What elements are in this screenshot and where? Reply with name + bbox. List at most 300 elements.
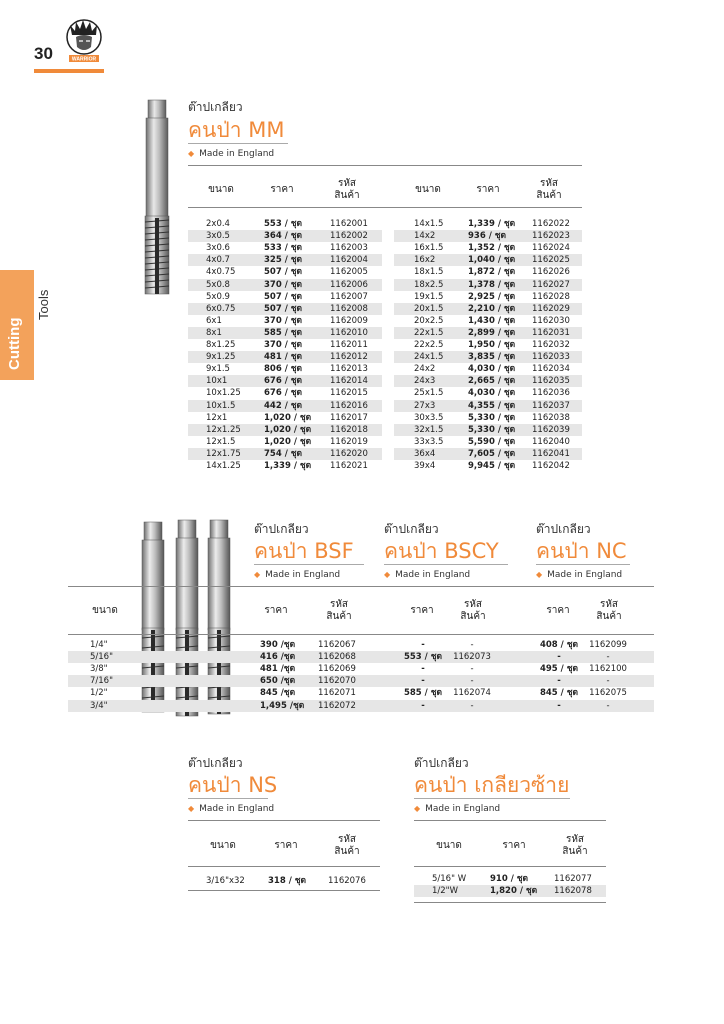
code-header-line2: สินค้า (562, 846, 588, 857)
size-cell: 1/4" (90, 640, 108, 650)
price-cell: 936 / ชุด (468, 231, 507, 242)
size-cell: 12x1.75 (206, 448, 241, 459)
size-cell: 1/2" (90, 688, 108, 699)
bsf-price-cell: 650 /ชุด (260, 676, 296, 687)
table-row (68, 663, 654, 675)
bsf-code-cell: 1162067 (318, 640, 356, 650)
code-cell: 1162035 (532, 376, 570, 387)
code-cell: 1162031 (532, 327, 570, 338)
bsf-label: ต๊าปเกลียว (254, 522, 309, 536)
table-row (394, 218, 582, 230)
bsf-col-price: ราคา (264, 605, 288, 616)
table-row (394, 315, 582, 327)
price-cell: 481 / ชุด (264, 352, 303, 363)
ns-header-bottom-line (188, 866, 380, 867)
code-cell: 1162014 (330, 376, 368, 387)
table-row (188, 375, 382, 387)
table-row (188, 424, 382, 436)
diamond-icon: ◆ (188, 804, 195, 813)
table-row (394, 412, 582, 424)
code-cell: 1162001 (330, 219, 368, 229)
bsf-price-cell: 1,495 /ชุด (260, 700, 305, 711)
size-cell: 14x1.5 (414, 219, 444, 229)
table-row (394, 339, 582, 351)
brand-name: WARRIOR (71, 56, 97, 63)
mm-col-code-left (322, 178, 372, 202)
size-cell: 3/4" (90, 700, 108, 711)
bscy-code-cell: - (470, 640, 474, 650)
code-cell: 1162009 (330, 315, 368, 326)
bsf-made-text: Made in England (265, 570, 341, 580)
code-cell: 1162005 (330, 267, 368, 278)
price-cell: 533 / ชุด (264, 243, 303, 254)
price-cell: 1,950 / ชุด (468, 340, 516, 350)
mm-col-size-left: ขนาด (208, 184, 234, 195)
price-cell: 1,378 / ชุด (468, 279, 516, 290)
nc-col-code (584, 599, 634, 623)
price-cell: 370 / ชุด (264, 315, 303, 326)
price-cell: 1,430 / ชุด (468, 315, 516, 326)
price-cell: 2,665 / ชุด (468, 376, 516, 387)
table-row (394, 242, 582, 254)
table-row (188, 387, 382, 399)
price-cell: 1,020 / ชุด (264, 412, 312, 423)
size-cell: 16x2 (414, 255, 436, 266)
page-number: 30 (34, 44, 53, 63)
price-cell: 364 / ชุด (264, 231, 303, 242)
table-row (414, 873, 606, 885)
mm-made-text: Made in England (199, 149, 275, 159)
code-cell: 1162016 (330, 400, 368, 411)
table-row (394, 266, 582, 278)
code-cell: 1162034 (532, 364, 570, 375)
mm-title: คนป่า MM (188, 118, 285, 142)
bsf-title: คนป่า BSF (254, 539, 354, 563)
price-cell: 676 / ชุด (264, 388, 303, 399)
price-cell: 754 / ชุด (264, 448, 303, 459)
code-header-line2: สินค้า (334, 846, 360, 857)
bscy-col-code (448, 599, 498, 623)
price-cell: 325 / ชุด (264, 255, 303, 266)
price-cell: 4,355 / ชุด (468, 400, 516, 411)
code-cell: 1162040 (532, 436, 570, 447)
table-row (68, 675, 654, 687)
code-header-line1: รหัส (329, 599, 349, 610)
nc-code-cell: 1162100 (589, 664, 627, 675)
price-cell: 3,835 / ชุด (468, 352, 516, 363)
size-cell: 5x0.9 (206, 291, 230, 302)
table-row (188, 448, 382, 460)
size-cell: 32x1.5 (414, 424, 444, 435)
left-thread-col-code (550, 834, 600, 858)
ns-made-in (188, 804, 274, 814)
size-cell: 22x1.5 (414, 327, 444, 338)
mm-col-code-right (524, 178, 574, 202)
table-row (188, 339, 382, 351)
table-row (188, 266, 382, 278)
warrior-logo (60, 17, 108, 65)
code-cell: 1162038 (532, 412, 570, 423)
price-cell: 370 / ชุด (264, 279, 303, 290)
code-cell: 1162024 (532, 243, 570, 254)
size-cell: 39x4 (414, 461, 436, 471)
bscy-col-price: ราคา (410, 605, 434, 616)
mm-title-rule (188, 143, 288, 144)
code-cell: 1162021 (330, 461, 368, 471)
price-cell: 676 / ชุด (264, 376, 303, 387)
code-cell: 1162041 (532, 448, 570, 459)
code-header-line2: สินค้า (596, 611, 622, 622)
price-cell: 910 / ชุด (490, 874, 529, 884)
code-cell: 1162007 (330, 291, 368, 302)
size-cell: 18x2.5 (414, 279, 444, 290)
size-cell: 12x1.5 (206, 436, 236, 447)
bscy-price-cell: - (421, 700, 425, 711)
bscy-title: คนป่า BSCY (384, 539, 499, 563)
table-row (188, 254, 382, 266)
size-cell: 4x0.75 (206, 267, 236, 278)
size-cell: 3x0.5 (206, 231, 230, 242)
price-cell: 2,210 / ชุด (468, 303, 516, 314)
size-cell: 16x1.5 (414, 243, 444, 254)
bscy-code-cell: - (470, 664, 474, 675)
price-cell: 1,020 / ชุด (264, 424, 312, 435)
ns-col-code (322, 834, 372, 858)
ns-table-top-line (188, 820, 380, 821)
code-cell: 1162032 (532, 340, 570, 350)
code-header-line1: รหัส (337, 178, 357, 189)
price-cell: 1,020 / ชุด (264, 436, 312, 447)
price-cell: 1,872 / ชุด (468, 267, 516, 278)
price-cell: 9,945 / ชุด (468, 461, 516, 471)
code-header-line2: สินค้า (536, 190, 562, 201)
ns-title: คนป่า NS (188, 773, 278, 797)
price-cell: 7,605 / ชุด (468, 448, 516, 459)
bsf-title-rule (254, 564, 364, 565)
code-cell: 1162018 (330, 424, 368, 435)
table-row (394, 448, 582, 460)
table-row (394, 375, 582, 387)
price-cell: 1,820 / ชุด (490, 886, 538, 897)
table-row (188, 218, 382, 230)
code-cell: 1162022 (532, 219, 570, 229)
nc-price-cell: 408 / ชุด (539, 640, 579, 650)
price-cell: 507 / ชุด (264, 267, 303, 278)
table-row (188, 242, 382, 254)
table-row (188, 460, 382, 472)
price-cell: 553 / ชุด (264, 219, 303, 229)
price-cell: 318 / ชุด (268, 876, 307, 886)
ns-col-price: ราคา (274, 840, 298, 851)
size-cell: 6x1 (206, 315, 222, 326)
price-cell: 370 / ชุด (264, 340, 303, 350)
size-cell: 5/16" (90, 652, 113, 663)
price-cell: 585 / ชุด (264, 327, 303, 338)
size-cell: 22x2.5 (414, 340, 444, 350)
left-thread-col-size: ขนาด (436, 840, 462, 851)
table-row (394, 303, 582, 315)
table-row (188, 291, 382, 303)
mm-col-price-left: ราคา (270, 184, 294, 195)
nc-title-rule (536, 564, 630, 565)
price-cell: 507 / ชุด (264, 303, 303, 314)
table-row (188, 303, 382, 315)
ns-made-text: Made in England (199, 804, 275, 814)
nc-price-cell: 845 / ชุด (539, 688, 579, 699)
category-side-tab (0, 270, 34, 380)
bscy-title-rule (384, 564, 508, 565)
diamond-icon: ◆ (188, 149, 195, 158)
bsf-col-code (314, 599, 364, 623)
imperial-col-size: ขนาด (92, 605, 118, 616)
code-header-line1: รหัส (337, 834, 357, 845)
code-cell: 1162078 (554, 886, 592, 897)
bsf-price-cell: 845 /ชุด (260, 688, 296, 699)
code-cell: 1162015 (330, 388, 368, 399)
code-header-line2: สินค้า (460, 611, 486, 622)
size-cell: 3x0.6 (206, 243, 230, 254)
left-thread-title-rule (414, 798, 570, 799)
nc-price-cell: - (557, 676, 561, 687)
table-row (188, 351, 382, 363)
ns-table-bottom-line (188, 890, 380, 891)
mm-made-in (188, 149, 274, 159)
code-cell: 1162006 (330, 279, 368, 290)
imperial-table-top-line (68, 586, 654, 587)
code-cell: 1162012 (330, 352, 368, 363)
price-cell: 1,352 / ชุด (468, 243, 516, 254)
size-cell: 14x1.25 (206, 461, 241, 471)
bscy-made-text: Made in England (395, 570, 471, 580)
size-cell: 10x1.25 (206, 388, 241, 399)
code-cell: 1162036 (532, 388, 570, 399)
table-row (394, 400, 582, 412)
size-cell: 7/16" (90, 676, 113, 687)
bscy-code-cell: 1162074 (453, 688, 491, 699)
table-row (188, 400, 382, 412)
size-cell: 24x3 (414, 376, 436, 387)
nc-title: คนป่า NC (536, 539, 627, 563)
table-row (394, 363, 582, 375)
code-cell: 1162042 (532, 461, 570, 471)
code-cell: 1162008 (330, 303, 368, 314)
price-cell: 2,925 / ชุด (468, 291, 516, 302)
size-cell: 3/8" (90, 664, 108, 675)
size-cell: 10x1 (206, 376, 228, 387)
code-header-line2: สินค้า (334, 190, 360, 201)
bsf-code-cell: 1162069 (318, 664, 356, 675)
code-cell: 1162030 (532, 315, 570, 326)
price-cell: 5,330 / ชุด (468, 412, 516, 423)
size-cell: 2x0.4 (206, 219, 230, 229)
code-cell: 1162028 (532, 291, 570, 302)
table-row (394, 387, 582, 399)
table-row (414, 885, 606, 897)
price-cell: 5,590 / ชุด (468, 436, 516, 447)
price-cell: 4,030 / ชุด (468, 364, 516, 375)
nc-code-cell: - (606, 676, 610, 687)
imperial-header-bottom-line (68, 634, 654, 635)
table-row (394, 291, 582, 303)
size-cell: 5x0.8 (206, 279, 230, 290)
size-cell: 6x0.75 (206, 303, 236, 314)
nc-code-cell: - (606, 652, 610, 663)
header-accent-bar (34, 69, 104, 73)
bscy-code-cell: 1162073 (453, 652, 491, 663)
bsf-code-cell: 1162071 (318, 688, 356, 699)
left-thread-made-in (414, 804, 500, 814)
nc-code-cell: 1162075 (589, 688, 627, 699)
left-thread-label: ต๊าปเกลียว (414, 756, 469, 770)
size-cell: 1/2"W (432, 886, 458, 897)
mm-header-bottom-line (188, 207, 582, 208)
diamond-icon: ◆ (254, 570, 261, 579)
code-cell: 1162020 (330, 448, 368, 459)
bscy-made-in (384, 570, 470, 580)
price-cell: 442 / ชุด (264, 400, 303, 411)
table-row (188, 315, 382, 327)
table-row (188, 436, 382, 448)
code-cell: 1162029 (532, 303, 570, 314)
code-cell: 1162011 (330, 340, 368, 350)
bsf-price-cell: 481 /ชุด (260, 664, 296, 675)
size-cell: 24x1.5 (414, 352, 444, 363)
price-cell: 4,030 / ชุด (468, 388, 516, 399)
diamond-icon: ◆ (384, 570, 391, 579)
table-row (394, 254, 582, 266)
diamond-icon: ◆ (414, 804, 421, 813)
ns-title-rule (188, 798, 268, 799)
table-row (68, 639, 654, 651)
left-thread-made-text: Made in England (425, 804, 501, 814)
table-row (188, 230, 382, 242)
nc-made-in (536, 570, 622, 580)
bscy-label: ต๊าปเกลียว (384, 522, 439, 536)
size-cell: 27x3 (414, 400, 436, 411)
table-row (394, 351, 582, 363)
size-cell: 30x3.5 (414, 412, 444, 423)
bsf-code-cell: 1162070 (318, 676, 356, 687)
nc-code-cell: - (606, 700, 610, 711)
size-cell: 36x4 (414, 448, 436, 459)
nc-label: ต๊าปเกลียว (536, 522, 591, 536)
left-thread-title: คนป่า เกลียวซ้าย (414, 773, 570, 797)
left-thread-col-price: ราคา (502, 840, 526, 851)
code-cell: 1162026 (532, 267, 570, 278)
table-row (394, 230, 582, 242)
size-cell: 5/16" W (432, 874, 467, 884)
side-tab-secondary: Tools (36, 289, 51, 320)
size-cell: 20x2.5 (414, 315, 444, 326)
table-row (188, 412, 382, 424)
code-cell: 1162023 (532, 231, 570, 242)
code-cell: 1162037 (532, 400, 570, 411)
size-cell: 4x0.7 (206, 255, 230, 266)
mm-table-top-line (188, 165, 582, 166)
size-cell: 14x2 (414, 231, 436, 242)
code-header-line1: รหัส (565, 834, 585, 845)
table-row (394, 424, 582, 436)
code-header-line1: รหัส (599, 599, 619, 610)
code-cell: 1162002 (330, 231, 368, 242)
nc-price-cell: - (557, 700, 561, 711)
mm-col-price-right: ราคา (476, 184, 500, 195)
size-cell: 18x1.5 (414, 267, 444, 278)
size-cell: 25x1.5 (414, 388, 444, 399)
nc-code-cell: 1162099 (589, 640, 627, 650)
code-cell: 1162017 (330, 412, 368, 423)
nc-col-price: ราคา (546, 605, 570, 616)
side-tab-primary: Cutting (6, 317, 23, 370)
price-cell: 806 / ชุด (264, 364, 303, 375)
code-cell: 1162027 (532, 279, 570, 290)
table-row (394, 327, 582, 339)
size-cell: 10x1.5 (206, 400, 236, 411)
table-row (188, 875, 380, 887)
code-cell: 1162003 (330, 243, 368, 254)
nc-price-cell: - (557, 652, 561, 663)
price-cell: 1,339 / ชุด (264, 461, 312, 471)
price-cell: 2,899 / ชุด (468, 327, 516, 338)
code-header-line2: สินค้า (326, 611, 352, 622)
bsf-code-cell: 1162068 (318, 652, 356, 663)
table-row (188, 363, 382, 375)
table-row (68, 651, 654, 663)
nc-price-cell: 495 / ชุด (539, 664, 579, 675)
bscy-price-cell: - (421, 676, 425, 687)
price-cell: 507 / ชุด (264, 291, 303, 302)
size-cell: 19x1.5 (414, 291, 444, 302)
table-row (68, 700, 654, 712)
code-header-line1: รหัส (463, 599, 483, 610)
size-cell: 24x2 (414, 364, 436, 375)
table-row (188, 279, 382, 291)
size-cell: 3/16"x32 (206, 876, 245, 886)
code-cell: 1162013 (330, 364, 368, 375)
bsf-price-cell: 390 /ชุด (260, 640, 296, 650)
size-cell: 20x1.5 (414, 303, 444, 314)
bscy-price-cell: 553 / ชุด (403, 652, 443, 663)
table-row (394, 460, 582, 472)
diamond-icon: ◆ (536, 570, 543, 579)
bscy-code-cell: - (470, 676, 474, 687)
table-row (394, 279, 582, 291)
bscy-price-cell: - (421, 664, 425, 675)
code-cell: 1162033 (532, 352, 570, 363)
left-thread-header-bottom-line (414, 866, 606, 867)
table-row (394, 436, 582, 448)
bscy-code-cell: - (470, 700, 474, 711)
price-cell: 5,330 / ชุด (468, 424, 516, 435)
ns-col-size: ขนาด (210, 840, 236, 851)
bsf-price-cell: 416 /ชุด (260, 652, 296, 663)
code-cell: 1162025 (532, 255, 570, 266)
bscy-price-cell: - (421, 640, 425, 650)
size-cell: 12x1.25 (206, 424, 241, 435)
table-row (68, 687, 654, 699)
size-cell: 33x3.5 (414, 436, 444, 447)
code-cell: 1162019 (330, 436, 368, 447)
bsf-code-cell: 1162072 (318, 700, 356, 711)
code-cell: 1162077 (554, 874, 592, 884)
ns-label: ต๊าปเกลียว (188, 756, 243, 770)
bscy-price-cell: 585 / ชุด (403, 688, 443, 699)
code-cell: 1162039 (532, 424, 570, 435)
code-header-line1: รหัส (539, 178, 559, 189)
price-cell: 1,339 / ชุด (468, 219, 516, 229)
size-cell: 8x1.25 (206, 340, 236, 350)
size-cell: 12x1 (206, 412, 228, 423)
